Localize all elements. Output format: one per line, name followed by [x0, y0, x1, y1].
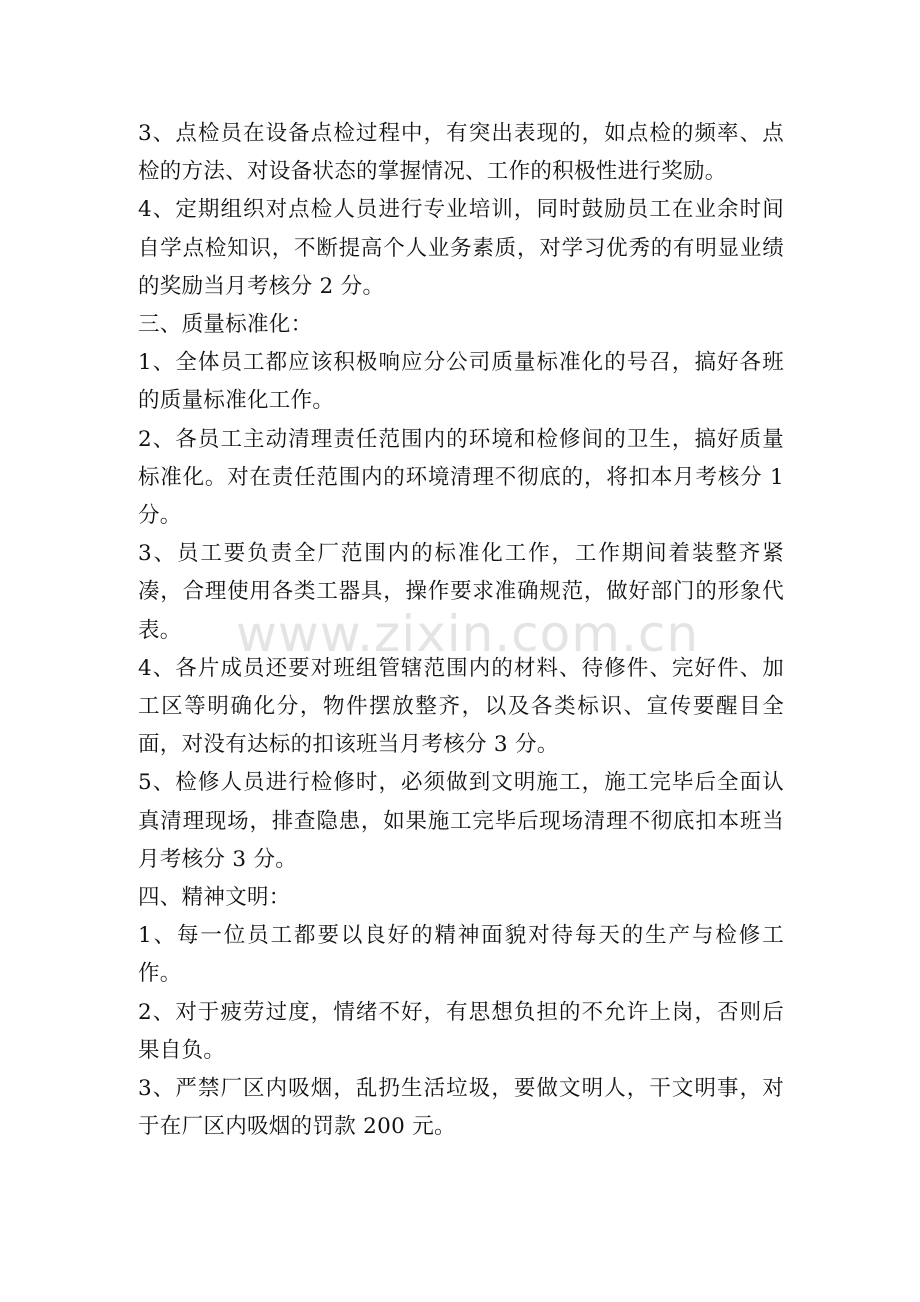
paragraph-quality-3: 3、员工要负责全厂范围内的标准化工作，工作期间着装整齐紧凑，合理使用各类工器具，操作要求准确规范，做好部门的形象代表。 — [138, 541, 784, 643]
section-heading-quality-standardization: 三、质量标准化： — [138, 312, 313, 338]
section-heading-spiritual-civilization: 四、精神文明： — [138, 885, 291, 911]
watermark: www.zixin.com.cn — [236, 605, 700, 663]
paragraph-quality-2: 2、各员工主动清理责任范围内的环境和检修间的卫生，搞好质量标准化。对在责任范围内的环境清理不彻底的，将扣本月考核分 1 分。 — [138, 426, 784, 529]
paragraph-spirit-3: 3、严禁厂区内吸烟，乱扔生活垃圾，要做文明人，干文明事，对于在厂区内吸烟的罚款 200 元。 — [138, 1076, 784, 1140]
paragraph-spirit-1: 1、每一位员工都要以良好的精神面貌对待每天的生产与检修工作。 — [138, 923, 784, 987]
paragraph-quality-5: 5、检修人员进行检修时，必须做到文明施工，施工完毕后全面认真清理现场，排查隐患，如果施工完毕后现场清理不彻底扣本班当月考核分 3 分。 — [138, 770, 784, 872]
paragraph-inspection-reward: 3、点检员在设备点检过程中，有突出表现的，如点检的频率、点检的方法、对设备状态的掌握情况、工作的积极性进行奖励。 — [138, 121, 784, 185]
paragraph-spirit-2: 2、对于疲劳过度，情绪不好，有思想负担的不允许上岗，否则后果自负。 — [138, 999, 784, 1063]
paragraph-quality-4: 4、各片成员还要对班组管辖范围内的材料、待修件、完好件、加工区等明确化分，物件摆放整齐，以及各类标识、宣传要醒目全面，对没有达标的扣该班当月考核分 3 分。 — [138, 655, 784, 758]
paragraph-quality-1: 1、全体员工都应该积极响应分公司质量标准化的号召，搞好各班的质量标准化工作。 — [138, 350, 784, 414]
paragraph-training: 4、定期组织对点检人员进行专业培训，同时鼓励员工在业余时间自学点检知识，不断提高个人业务素质，对学习优秀的有明显业绩的奖励当月考核分 2 分。 — [138, 197, 784, 299]
document-body — [138, 115, 784, 1146]
